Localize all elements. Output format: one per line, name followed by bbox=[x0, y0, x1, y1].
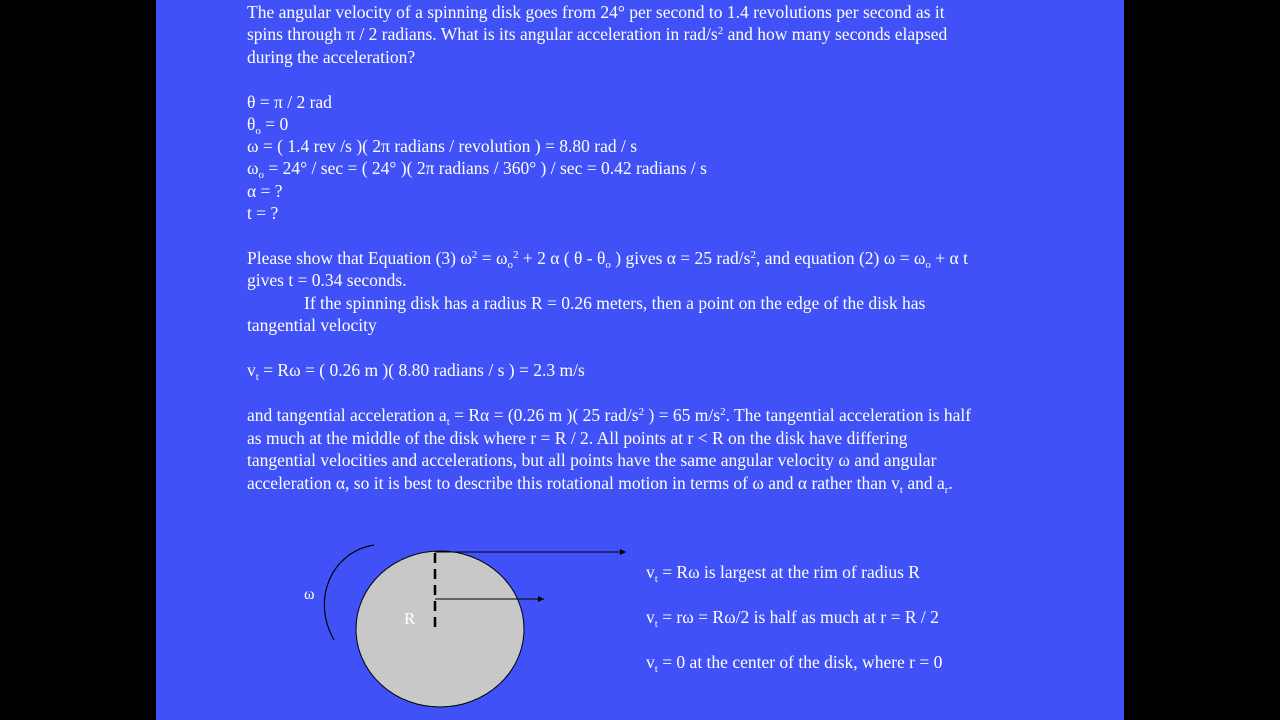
accel-line-4: acceleration α, so it is best to describe this rotational motion in terms of ω and α rather than $v_t$ and $a_r$. bbox=[247, 473, 953, 496]
given-alpha: α = ? bbox=[247, 181, 283, 201]
show-line-2: gives t = 0.34 seconds. bbox=[247, 270, 407, 290]
slide bbox=[156, 0, 1124, 720]
given-t: t = ? bbox=[247, 203, 279, 223]
radius-line-2: tangential velocity bbox=[247, 315, 377, 335]
note-rim: $v_t = R\omega$ is largest at the rim of radius R bbox=[646, 562, 920, 585]
given-theta: θ = π / 2 rad bbox=[247, 92, 332, 112]
note-center: $v_t = 0$ at the center of the disk, where r = 0 bbox=[646, 652, 943, 675]
problem-line-2: spins through π / 2 radians. What is its angular acceleration in rad/$s^2$ and how many seconds elapsed bbox=[247, 24, 948, 44]
problem-line-3: during the acceleration? bbox=[247, 47, 416, 67]
disk bbox=[356, 551, 524, 707]
accel-line-2: as much at the middle of the disk where r = R / 2. All points at r < R on the disk have differing bbox=[247, 428, 908, 448]
omega-label: ω bbox=[304, 586, 315, 603]
given-omega0: $\omega_o = 24^\circ / \sec$ = ( 24° )( 2π radians / 360° ) / sec = 0.42 radians / s bbox=[247, 158, 707, 181]
radius-label: R bbox=[404, 609, 416, 628]
problem-line-1: The angular velocity of a spinning disk goes from 24° per second to 1.4 revolutions per second as it bbox=[247, 2, 945, 22]
given-omega: ω = ( 1.4 rev /s )( 2π radians / revolution ) = 8.80 rad / s bbox=[247, 136, 638, 156]
radius-line-1: If the spinning disk has a radius R = 0.26 meters, then a point on the edge of the disk has bbox=[304, 293, 926, 313]
note-half: $v_t = r\omega = R\omega/2$ is half as much at r = R / 2 bbox=[646, 607, 939, 630]
given-theta0: $\theta_o = 0$ bbox=[247, 114, 289, 137]
disk-diagram bbox=[156, 0, 1124, 720]
accel-line-1: and tangential acceleration $a_t = R\alpha = (0.26$ m )( 25 rad/$s^2$ ) = 65 $m/s^2$. The tangential acceleration is half bbox=[247, 405, 972, 428]
vt-equation: $v_t = R\omega$ = ( 0.26 m )( 8.80 radians / s ) = 2.3 m/s bbox=[247, 360, 585, 383]
accel-line-3: tangential velocities and accelerations, but all points have the same angular velocity ω and angular bbox=[247, 450, 937, 470]
show-line-1: Please show that Equation (3) $\omega^2 = \omega_o^2 + 2$ α ( θ - $\theta_o$ ) gives α = 25 rad/$s^2$, and equation (2) $\omega = \omega_o + \alpha$ t bbox=[247, 248, 968, 271]
